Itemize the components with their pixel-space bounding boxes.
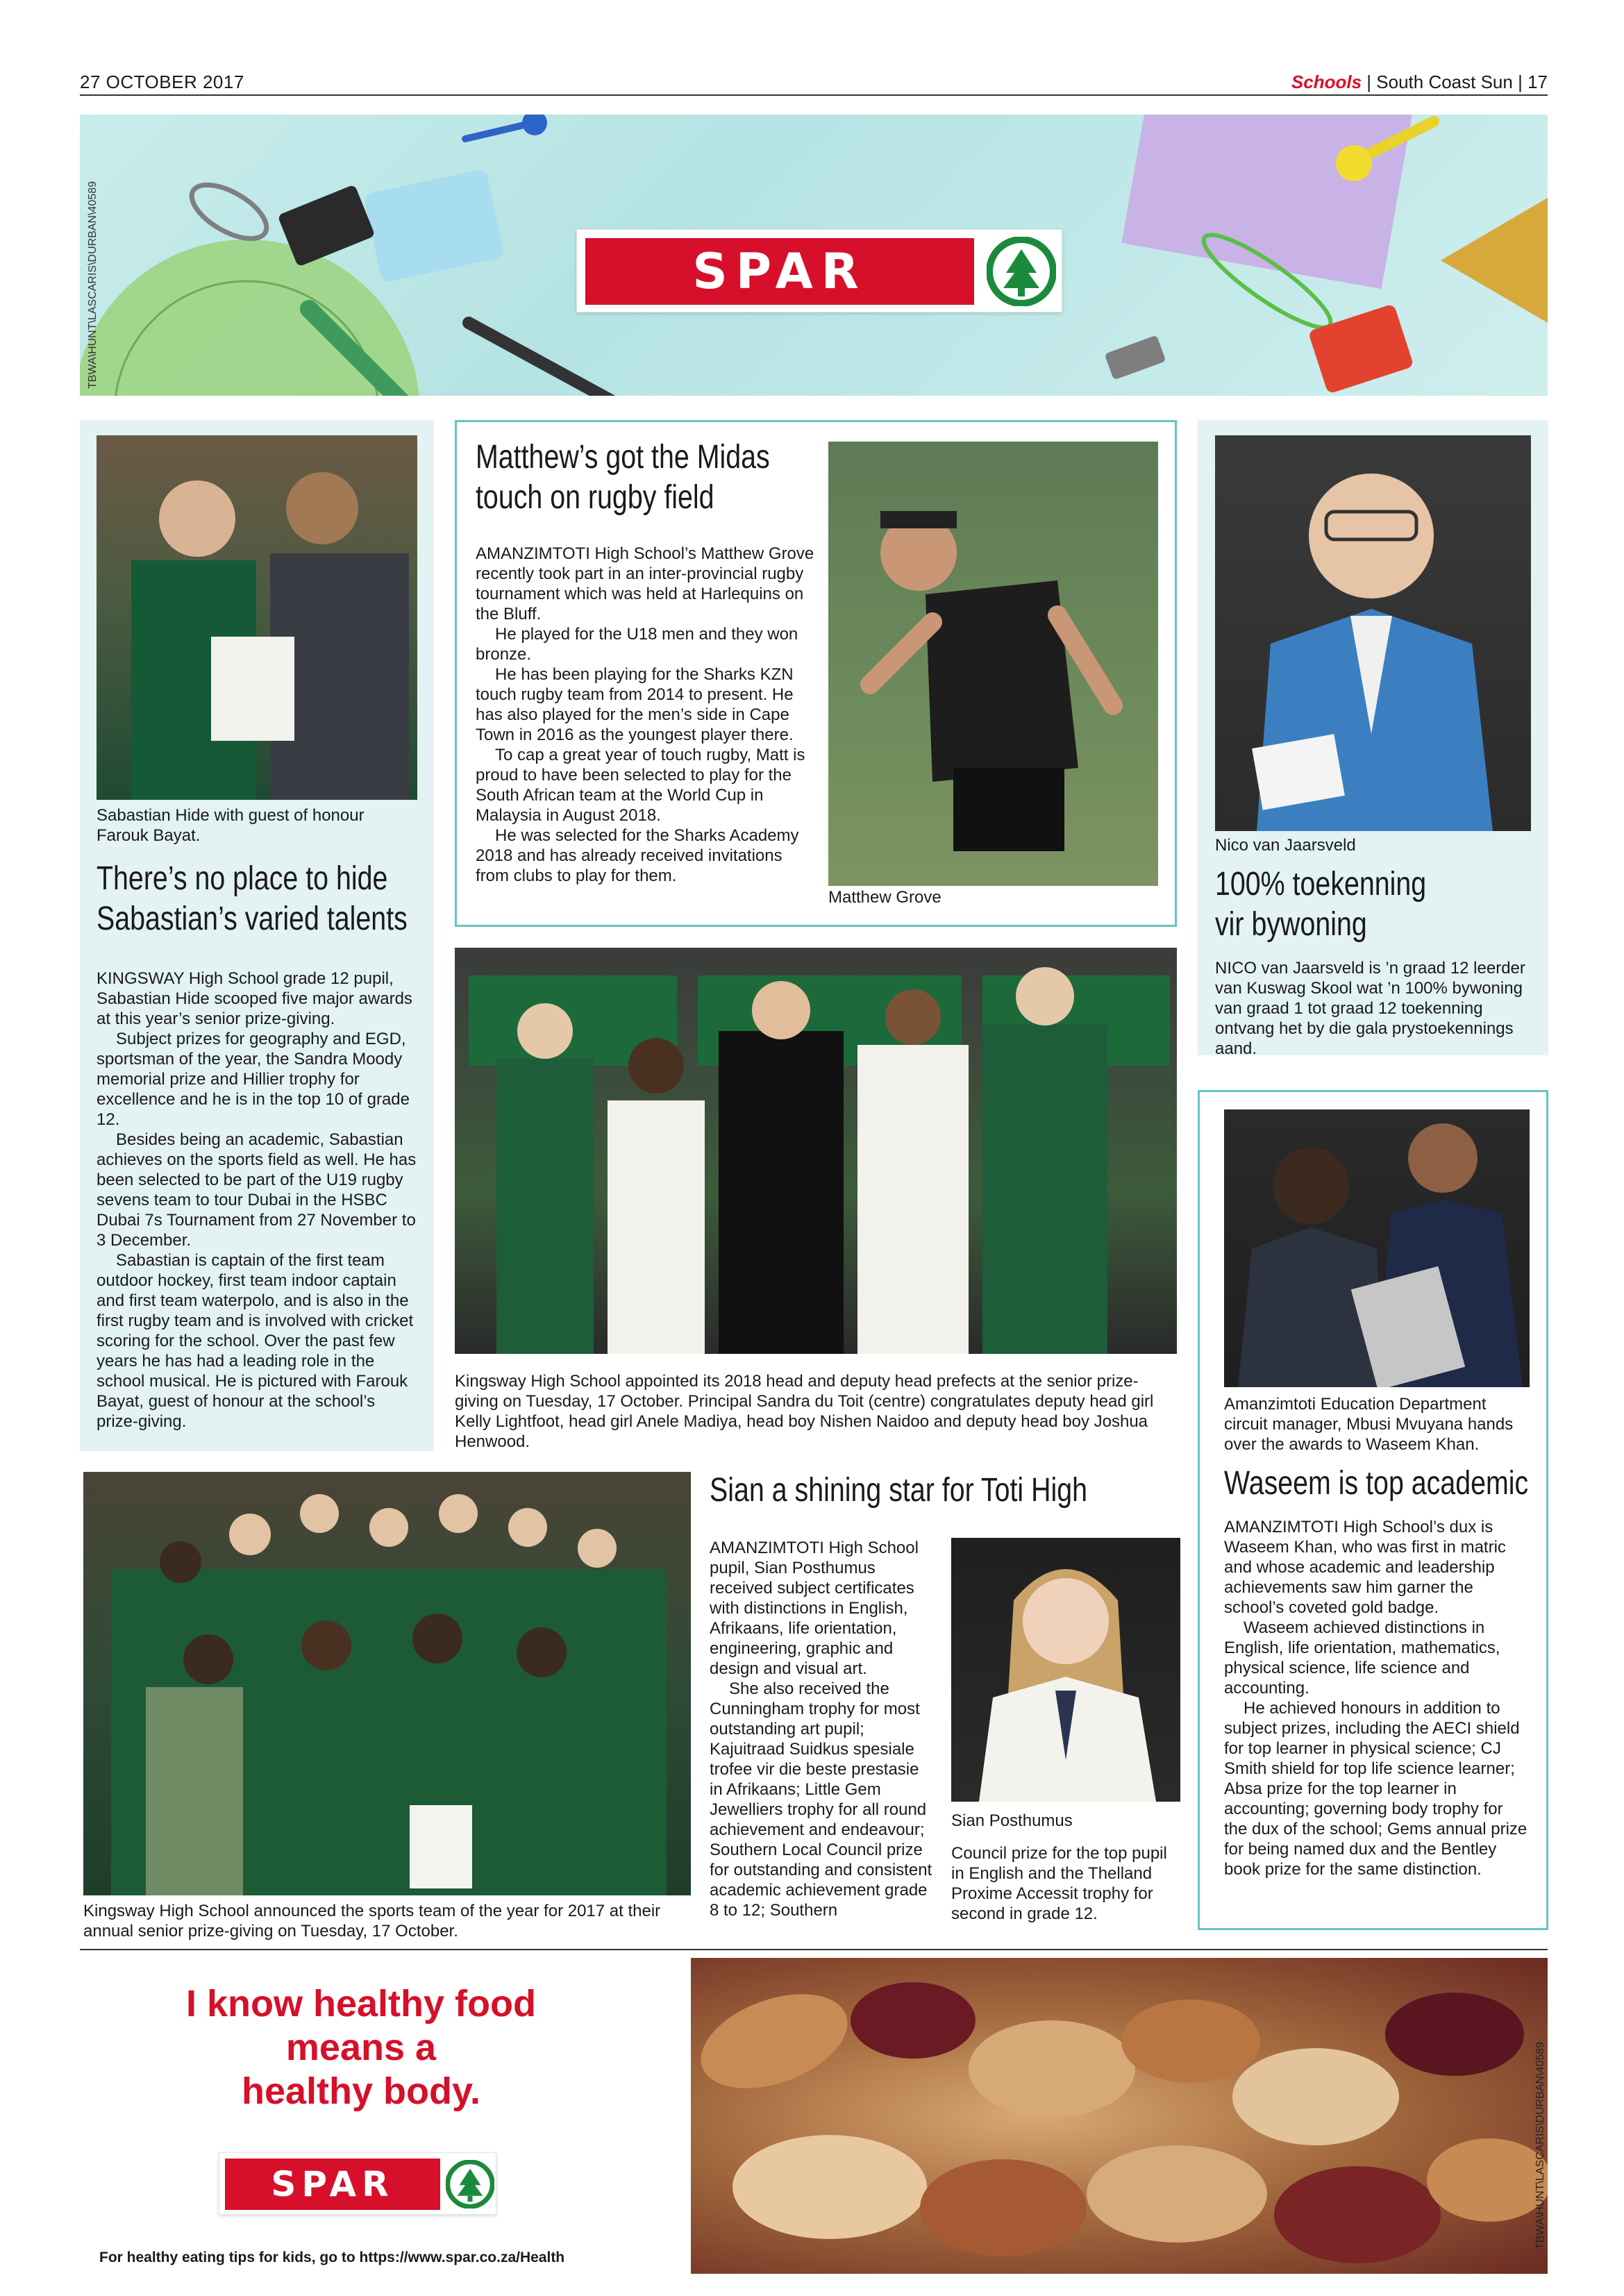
matthew-headline-line2: touch on rugby field bbox=[476, 479, 714, 516]
spar-banner bbox=[80, 115, 1548, 396]
sports-team-photo-caption: Kingsway High School announced the sports team of the year for 2017 at their annual senior prize-giving on Tuesday, 17 October. bbox=[83, 1902, 661, 1941]
issue-date: 27 OCTOBER 2017 bbox=[80, 72, 244, 92]
ad-headline-line2: means a bbox=[285, 2027, 437, 2068]
ad-divider bbox=[80, 1949, 1548, 1950]
ad-code-vertical: TBWA\HUNT\LASCARIS\DURBAN\40589 bbox=[1534, 2041, 1546, 2249]
sian-body bbox=[710, 1538, 935, 1920]
spar-logo bbox=[576, 229, 1062, 312]
waseem-photo bbox=[1224, 1109, 1530, 1387]
sabastian-story bbox=[80, 420, 434, 1451]
matthew-photo bbox=[828, 442, 1158, 886]
spar-healthy-ad bbox=[80, 1958, 1548, 2274]
ad-footer-link[interactable]: For healthy eating tips for kids, go to https://www.spar.co.za/Health bbox=[99, 2249, 565, 2265]
sabastian-headline-line2: Sabastian’s varied talents bbox=[97, 900, 408, 937]
publication-name: South Coast Sun bbox=[1376, 72, 1513, 92]
matthew-paragraph: He was selected for the Sharks Academy 2018 and has already received invitations from clubs to play for them. bbox=[476, 826, 799, 885]
ad-headline-line3: healthy body. bbox=[241, 2070, 481, 2112]
waseem-headline: Waseem is top academic bbox=[1224, 1465, 1529, 1502]
nico-body: NICO van Jaarsveld is ’n graad 12 leerder van Kuswag Skool wat ’n 100% bywoning van graad 1 tot graad 12 toekenning ontvang het by die gala prystoekennings aand. bbox=[1215, 959, 1525, 1058]
sabastian-body bbox=[97, 969, 417, 1432]
nico-story bbox=[1198, 420, 1548, 1058]
sabastian-headline-line1: There’s no place to hide bbox=[97, 860, 388, 897]
waseem-story bbox=[1198, 1090, 1548, 1930]
matthew-body bbox=[476, 544, 816, 886]
separator: | bbox=[1518, 72, 1528, 92]
sabastian-photo bbox=[97, 435, 417, 800]
sports-team-photo bbox=[83, 1472, 691, 1895]
matthew-paragraph: AMANZIMTOTI High School’s Matthew Grove recently took part in an inter-provincial rugby tournament which was held at Harlequins on the Bluff. bbox=[476, 544, 814, 623]
waseem-body bbox=[1224, 1517, 1530, 1879]
spar-tree-icon bbox=[987, 237, 1056, 306]
matthew-paragraph: To cap a great year of touch rugby, Matt is proud to have been selected to play for the South African team at the World Cup in Malaysia in August 2018. bbox=[476, 746, 805, 825]
section-header bbox=[1291, 72, 1548, 93]
page-number: 17 bbox=[1527, 72, 1548, 92]
sian-photo bbox=[951, 1538, 1180, 1802]
nico-headline-line2: vir bywoning bbox=[1215, 906, 1367, 943]
matthew-photo-caption: Matthew Grove bbox=[828, 888, 941, 907]
waseem-paragraph: AMANZIMTOTI High School’s dux is Waseem Khan, who was first in matric and whose academic and leadership achievements saw him garner the school’s coveted gold badge. bbox=[1224, 1518, 1506, 1617]
ad-spar-tree-icon bbox=[446, 2159, 494, 2210]
separator: | bbox=[1366, 72, 1377, 92]
ad-code-vertical: TBWA\HUNT\LASCARIS\DURBAN\40589 bbox=[87, 181, 99, 389]
sabastian-photo-caption: Sabastian Hide with guest of honour Farouk Bayat. bbox=[97, 806, 365, 845]
waseem-photo-caption: Amanzimtoti Education Department circuit manager, Mbusi Mvuyana hands over the awards to Waseem Khan. bbox=[1224, 1395, 1514, 1454]
sabastian-paragraph: KINGSWAY High School grade 12 pupil, Sabastian Hide scooped five major awards at this year’s senior prize-giving. bbox=[97, 969, 412, 1028]
sabastian-paragraph: Subject prizes for geography and EGD, sportsman of the year, the Sandra Moody memorial prize and Hillier trophy for excellence and he is in the top 10 of grade 12. bbox=[97, 1030, 410, 1129]
nuts-photo bbox=[691, 1958, 1548, 2274]
nico-headline-line1: 100% toekenning bbox=[1215, 866, 1427, 903]
sian-body-continued: Council prize for the top pupil in English and the Thelland Proxime Accessit trophy for second in grade 12. bbox=[951, 1844, 1167, 1923]
nico-photo-caption: Nico van Jaarsveld bbox=[1215, 836, 1356, 855]
sian-photo-caption: Sian Posthumus bbox=[951, 1811, 1073, 1830]
prefects-photo-caption: Kingsway High School appointed its 2018 head and deputy head prefects at the senior prize-giving on Tuesday, 17 October. Principal Sandra du Toit (centre) congratulates deputy head girl Kelly Lightfoot, head girl Anele Madiya, head boy Nishen Naidoo and deputy head boy Joshua Henwood. bbox=[455, 1372, 1154, 1451]
prefects-photo bbox=[455, 948, 1177, 1354]
sian-headline: Sian a shining star for Toti High bbox=[710, 1472, 1088, 1509]
ad-spar-wordmark: SPAR bbox=[225, 2159, 440, 2210]
matthew-paragraph: He played for the U18 men and they won bronze. bbox=[476, 625, 798, 664]
header-rule bbox=[80, 94, 1548, 96]
matthew-paragraph: He has been playing for the Sharks KZN touch rugby team from 2014 to present. He has also played for the men’s side in Cape Town in 2016 as the youngest player there. bbox=[476, 665, 794, 744]
matthew-headline-line1: Matthew’s got the Midas bbox=[476, 439, 770, 476]
sabastian-paragraph: Sabastian is captain of the first team outdoor hockey, first team indoor captain and first team waterpolo, and is also in the first rugby team and is involved with cricket scoring for the school. Over the past few years he has had a leading role in the school musical. He is pictured with Farouk Bayat, guest of honour at the school’s prize-giving. bbox=[97, 1251, 414, 1431]
sian-paragraph: AMANZIMTOTI High School pupil, Sian Posthumus received subject certificates with distinctions in English, Afrikaans, life orientation, engineering, graphic and design and visual art. bbox=[710, 1539, 919, 1678]
sian-paragraph: She also received the Cunningham trophy for most outstanding art pupil; Kajuitraad Suidkus spesiale trofee vir die beste prestasie in Afrikaans; Little Gem Jewelliers trophy for all round achievement and endeavour; Southern Local Council prize for outstanding and consistent academic achievement grade 8 to 12; Southern bbox=[710, 1679, 932, 1920]
matthew-story bbox=[455, 420, 1177, 927]
sabastian-paragraph: Besides being an academic, Sabastian achieves on the sports field as well. He has been selected to be part of the U19 rugby sevens team to tour Dubai in the HSBC Dubai 7s Tournament from 27 November to 3 December. bbox=[97, 1130, 417, 1250]
waseem-paragraph: He achieved honours in addition to subject prizes, including the AECI shield for top learner in physical science; CJ Smith shield for top life science learner; Absa prize for the top learner in accounting; governing body trophy for the dux of the school; Gems annual prize for being named dux and the Bentley book prize for the same distinction. bbox=[1224, 1699, 1527, 1879]
section-name: Schools bbox=[1291, 72, 1362, 92]
waseem-paragraph: Waseem achieved distinctions in English, life orientation, mathematics, physical science, life science and accounting. bbox=[1224, 1618, 1500, 1698]
ad-headline-line1: I know healthy food bbox=[185, 1983, 536, 2025]
spar-wordmark: SPAR bbox=[585, 238, 974, 305]
nico-photo bbox=[1215, 435, 1531, 831]
ad-spar-logo bbox=[219, 2152, 496, 2215]
